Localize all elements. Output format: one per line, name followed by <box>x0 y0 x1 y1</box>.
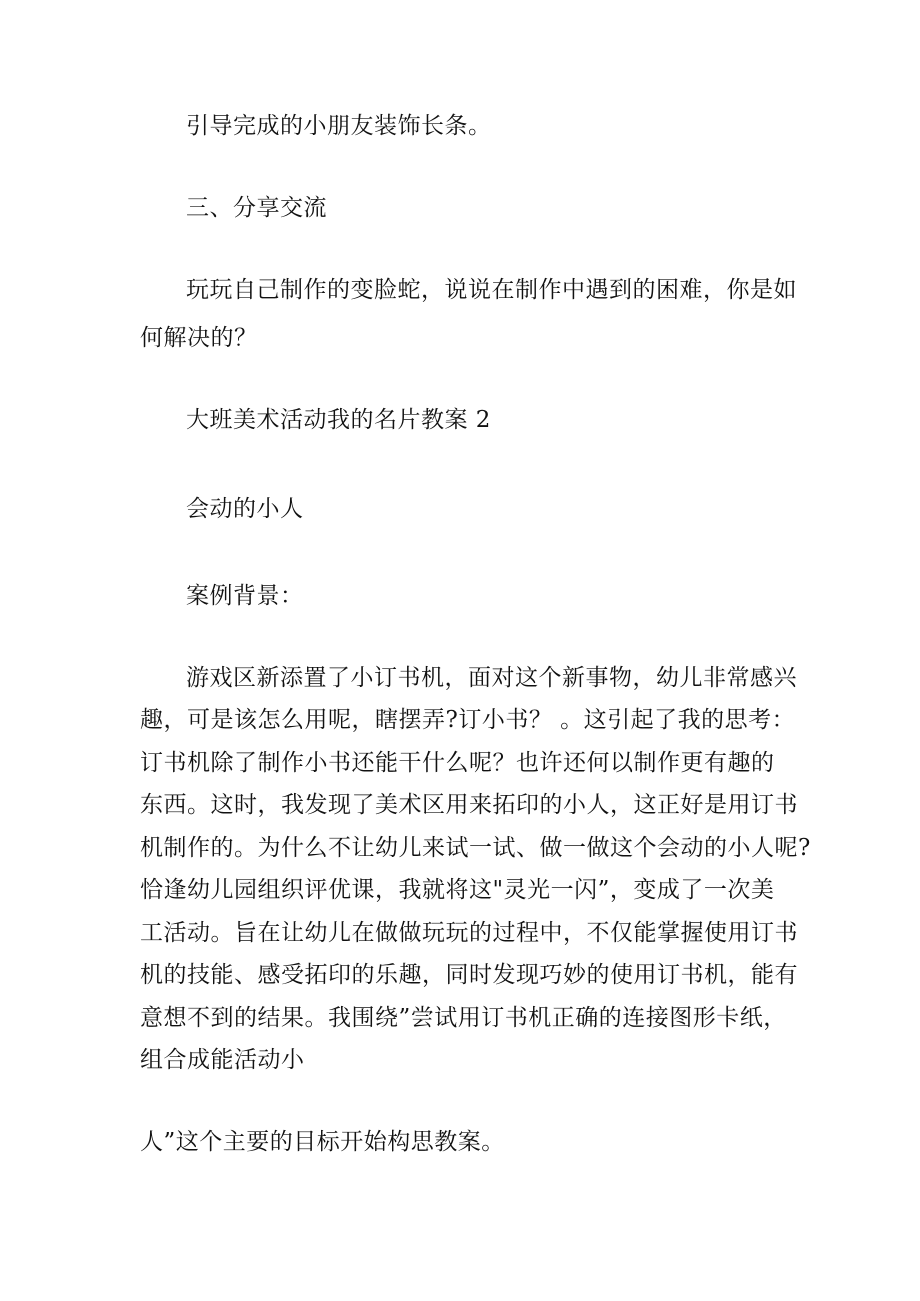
lesson-subtitle: 会动的小人 <box>186 496 304 522</box>
background-line-6: 恰逢幼儿园组织评优课，我就将这"灵光一闪”，变成了一次美 <box>140 877 775 903</box>
paragraph-decorate-strip: 引导完成的小朋友装饰长条。 <box>186 113 492 139</box>
paragraph-goal-continuation: 人”这个主要的目标开始构思教案。 <box>140 1129 505 1155</box>
paragraph-play-snake-line-2: 何解决的？ <box>140 325 258 351</box>
background-line-4: 东西。这时，我发现了美术区用来拓印的小人，这正好是用订书 <box>140 792 798 818</box>
background-line-3: 订书机除了制作小书还能干什么呢？也许还何以制作更有趣的 <box>140 750 775 776</box>
lesson-title: 大班美术活动我的名片教案 2 <box>186 407 491 433</box>
background-line-1: 游戏区新添置了小订书机，面对这个新事物，幼儿非常感兴 <box>186 665 797 691</box>
background-line-10: 组合成能活动小 <box>140 1047 305 1073</box>
case-background-heading: 案例背景： <box>186 583 304 609</box>
background-line-5: 机制作的。为什么不让幼儿来试一试、做一做这个会动的小人呢? <box>140 835 811 861</box>
section-heading-share: 三、分享交流 <box>186 195 327 221</box>
background-line-7: 工活动。旨在让幼儿在做做玩玩的过程中，不仅能掌握使用订书 <box>140 920 798 946</box>
background-line-9: 意想不到的结果。我围绕”尝试用订书机正确的连接图形卡纸， <box>140 1005 787 1031</box>
background-line-2: 趣，可是该怎么用呢，瞎摆弄?订小书？ 。这引起了我的思考： <box>140 707 796 733</box>
background-line-8: 机的技能、感受拓印的乐趣，同时发现巧妙的使用订书机，能有 <box>140 962 798 988</box>
paragraph-play-snake-line-1: 玩玩自己制作的变脸蛇，说说在制作中遇到的困难，你是如 <box>186 277 797 303</box>
